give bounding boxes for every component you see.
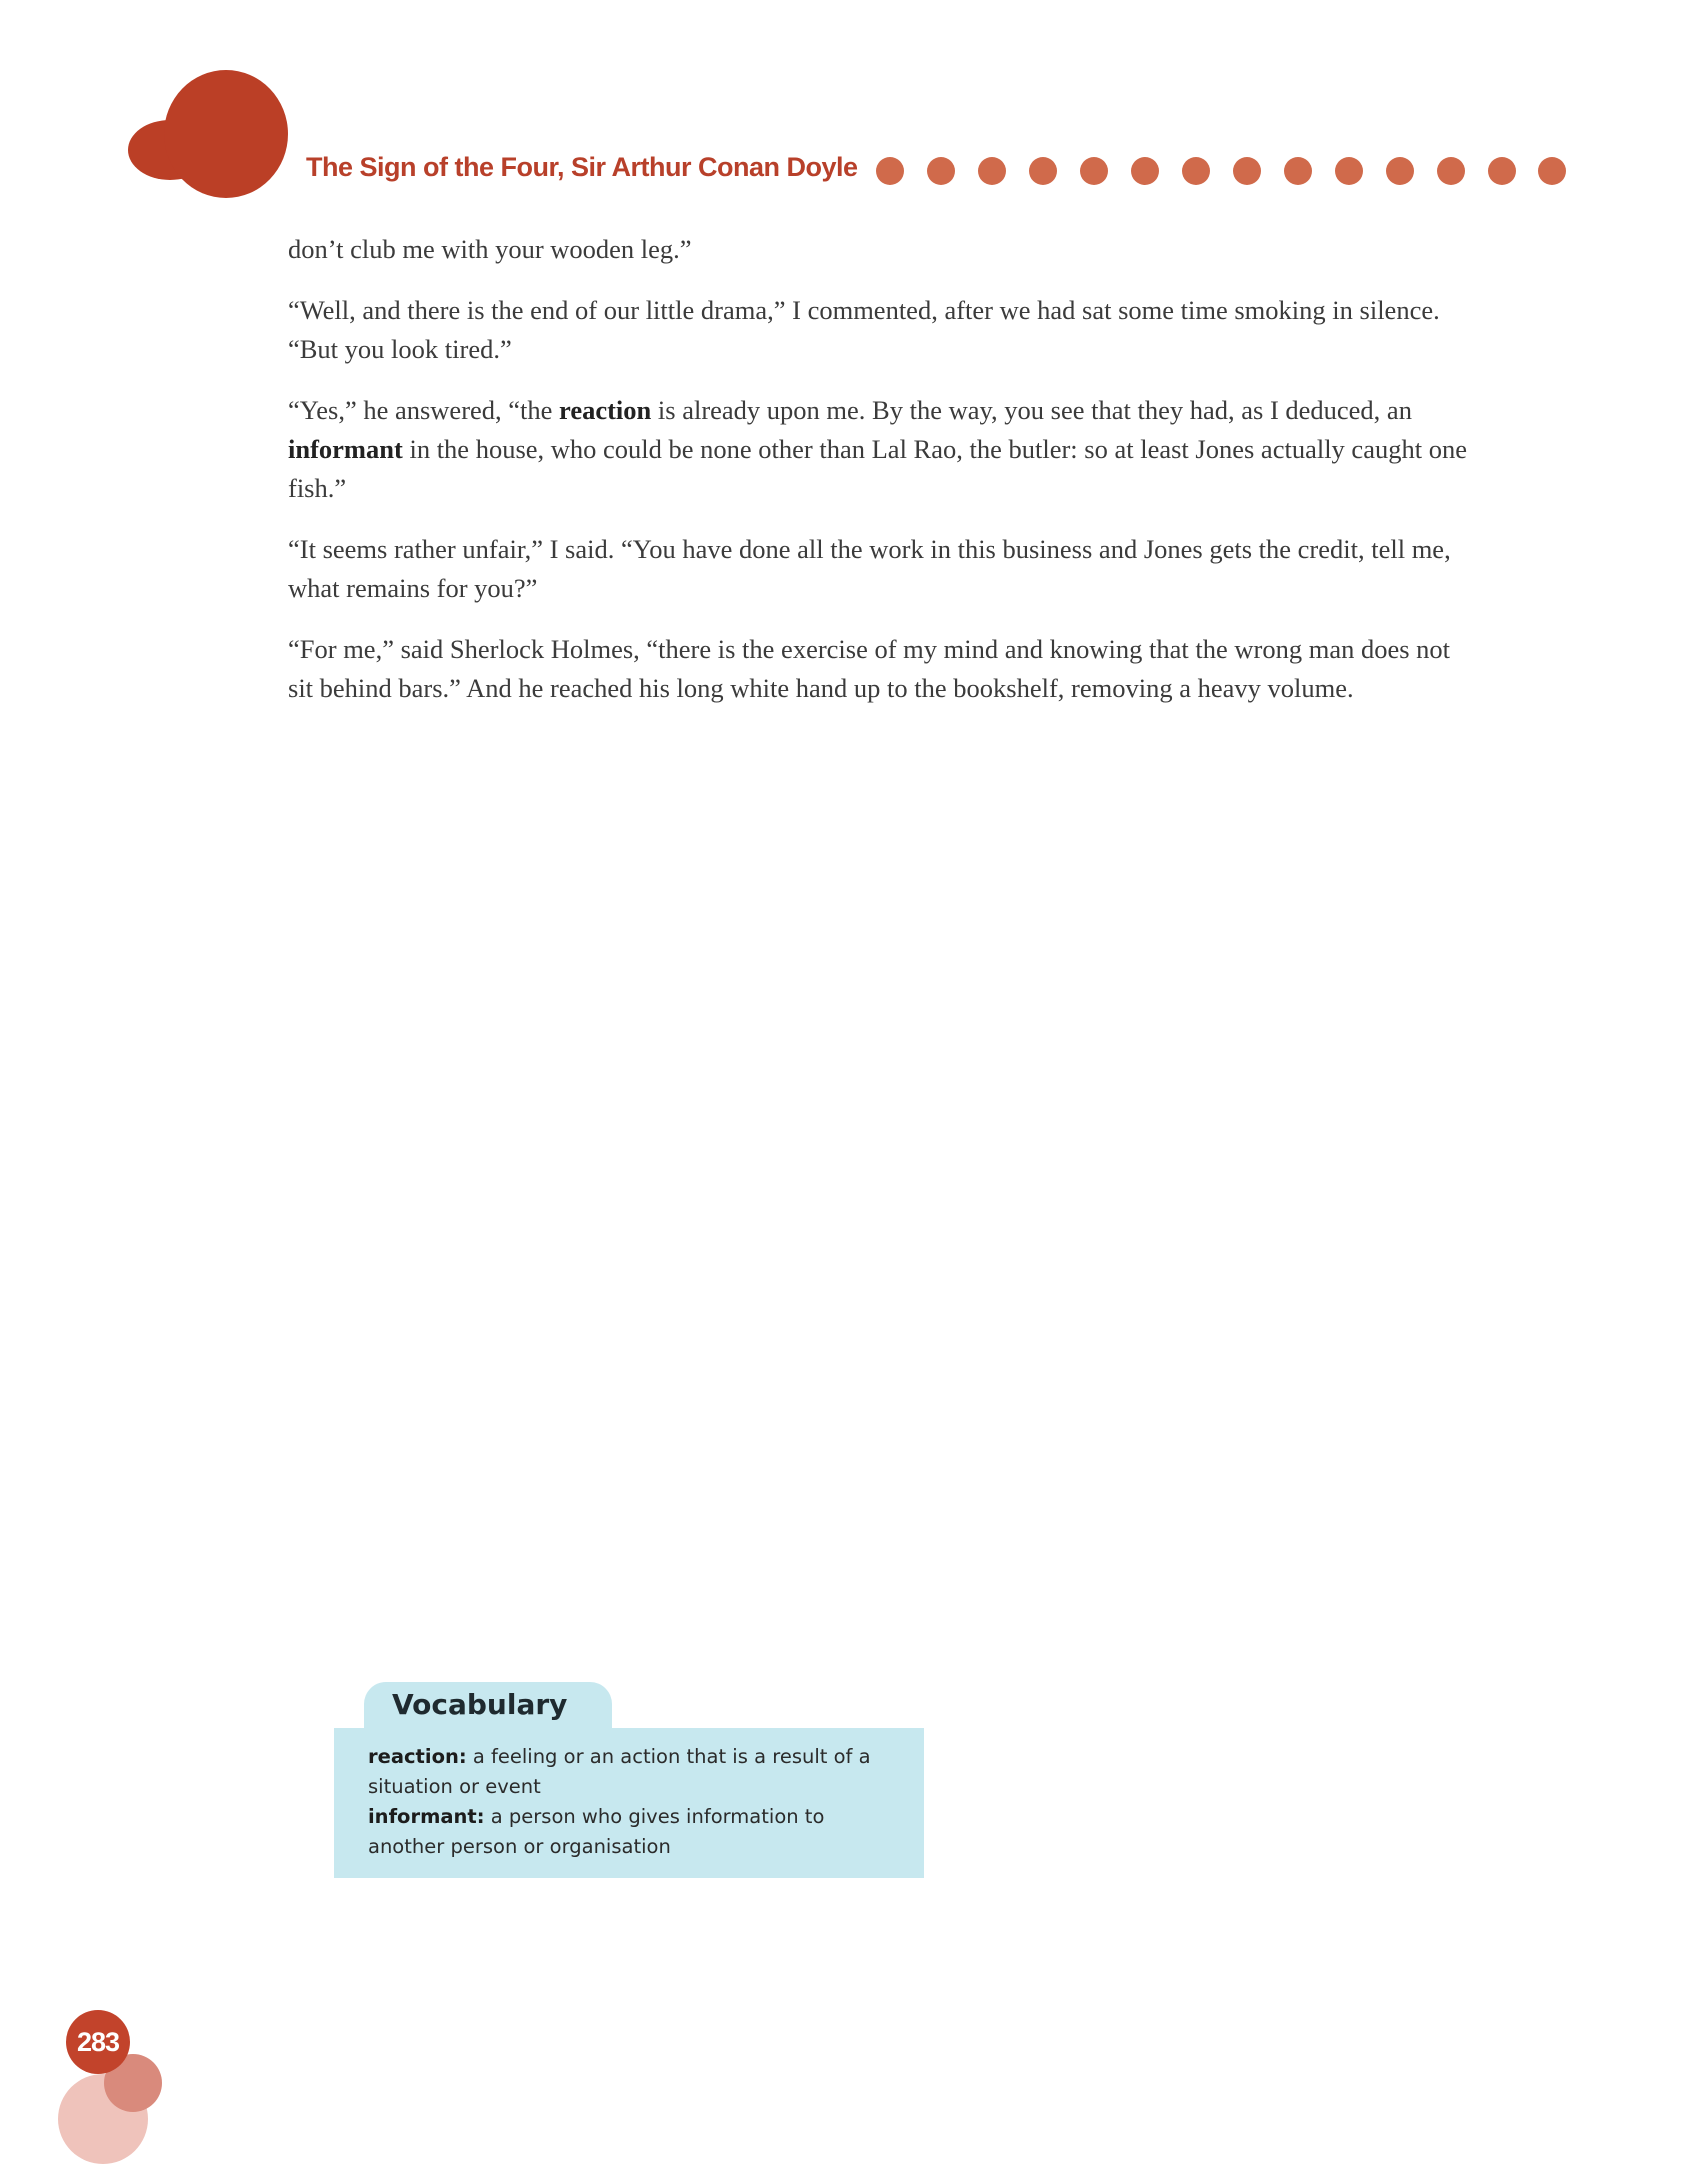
- header-dot: [1029, 157, 1057, 185]
- story-paragraph: “Well, and there is the end of our little drama,” I commented, after we had sat some time smoking in silence. “But you look tired.”: [288, 295, 1440, 364]
- header-dot: [1284, 157, 1312, 185]
- header-dot: [1488, 157, 1516, 185]
- header-decor-large-circle: [164, 70, 288, 198]
- page-number: 283: [66, 2010, 130, 2074]
- vocabulary-definition: a feeling or an action that is a result of a situation or event: [368, 1745, 871, 1798]
- vocabulary-definition: a person who gives information to another person or organisation: [368, 1805, 825, 1858]
- vocab-term-informant: informant: [288, 434, 403, 464]
- header-dot: [1182, 157, 1210, 185]
- vocabulary-entry: [368, 1742, 894, 1802]
- header-title: The Sign of the Four, Sir Arthur Conan Doyle: [306, 152, 858, 182]
- story-text: [288, 230, 1478, 730]
- header-dot: [1386, 157, 1414, 185]
- header-dot: [1538, 157, 1566, 185]
- story-paragraph: “It seems rather unfair,” I said. “You have done all the work in this business and Jones gets the credit, tell me, what remains for you?”: [288, 534, 1451, 603]
- vocabulary-entry: [368, 1802, 894, 1862]
- vocabulary-box: [334, 1682, 924, 1878]
- header-dot: [1335, 157, 1363, 185]
- header-dot: [1437, 157, 1465, 185]
- story-paragraph: [288, 391, 1478, 508]
- paragraph-segment: is already upon me. By the way, you see that they had, as I deduced, an: [651, 395, 1412, 425]
- paragraph-segment: in the house, who could be none other than Lal Rao, the butler: so at least Jones actually caught one fish.”: [288, 434, 1467, 503]
- header-dot: [1131, 157, 1159, 185]
- story-paragraph: “For me,” said Sherlock Holmes, “there is the exercise of my mind and knowing that the wrong man does not sit behind bars.” And he reached his long white hand up to the bookshelf, removing a heavy volume.: [288, 634, 1451, 703]
- story-paragraph: don’t club me with your wooden leg.”: [288, 234, 692, 264]
- vocabulary-entries: [334, 1728, 924, 1878]
- vocabulary-term: informant:: [368, 1805, 485, 1828]
- header-dot: [978, 157, 1006, 185]
- vocabulary-heading: Vocabulary: [364, 1682, 612, 1728]
- header-dot: [1080, 157, 1108, 185]
- header-dot: [876, 157, 904, 185]
- header-dot: [927, 157, 955, 185]
- vocabulary-term: reaction:: [368, 1745, 467, 1768]
- paragraph-segment: “Yes,” he answered, “the: [288, 395, 560, 425]
- vocab-term-reaction: reaction: [559, 395, 652, 425]
- header-dot: [1233, 157, 1261, 185]
- header-dot-row: [876, 157, 1566, 185]
